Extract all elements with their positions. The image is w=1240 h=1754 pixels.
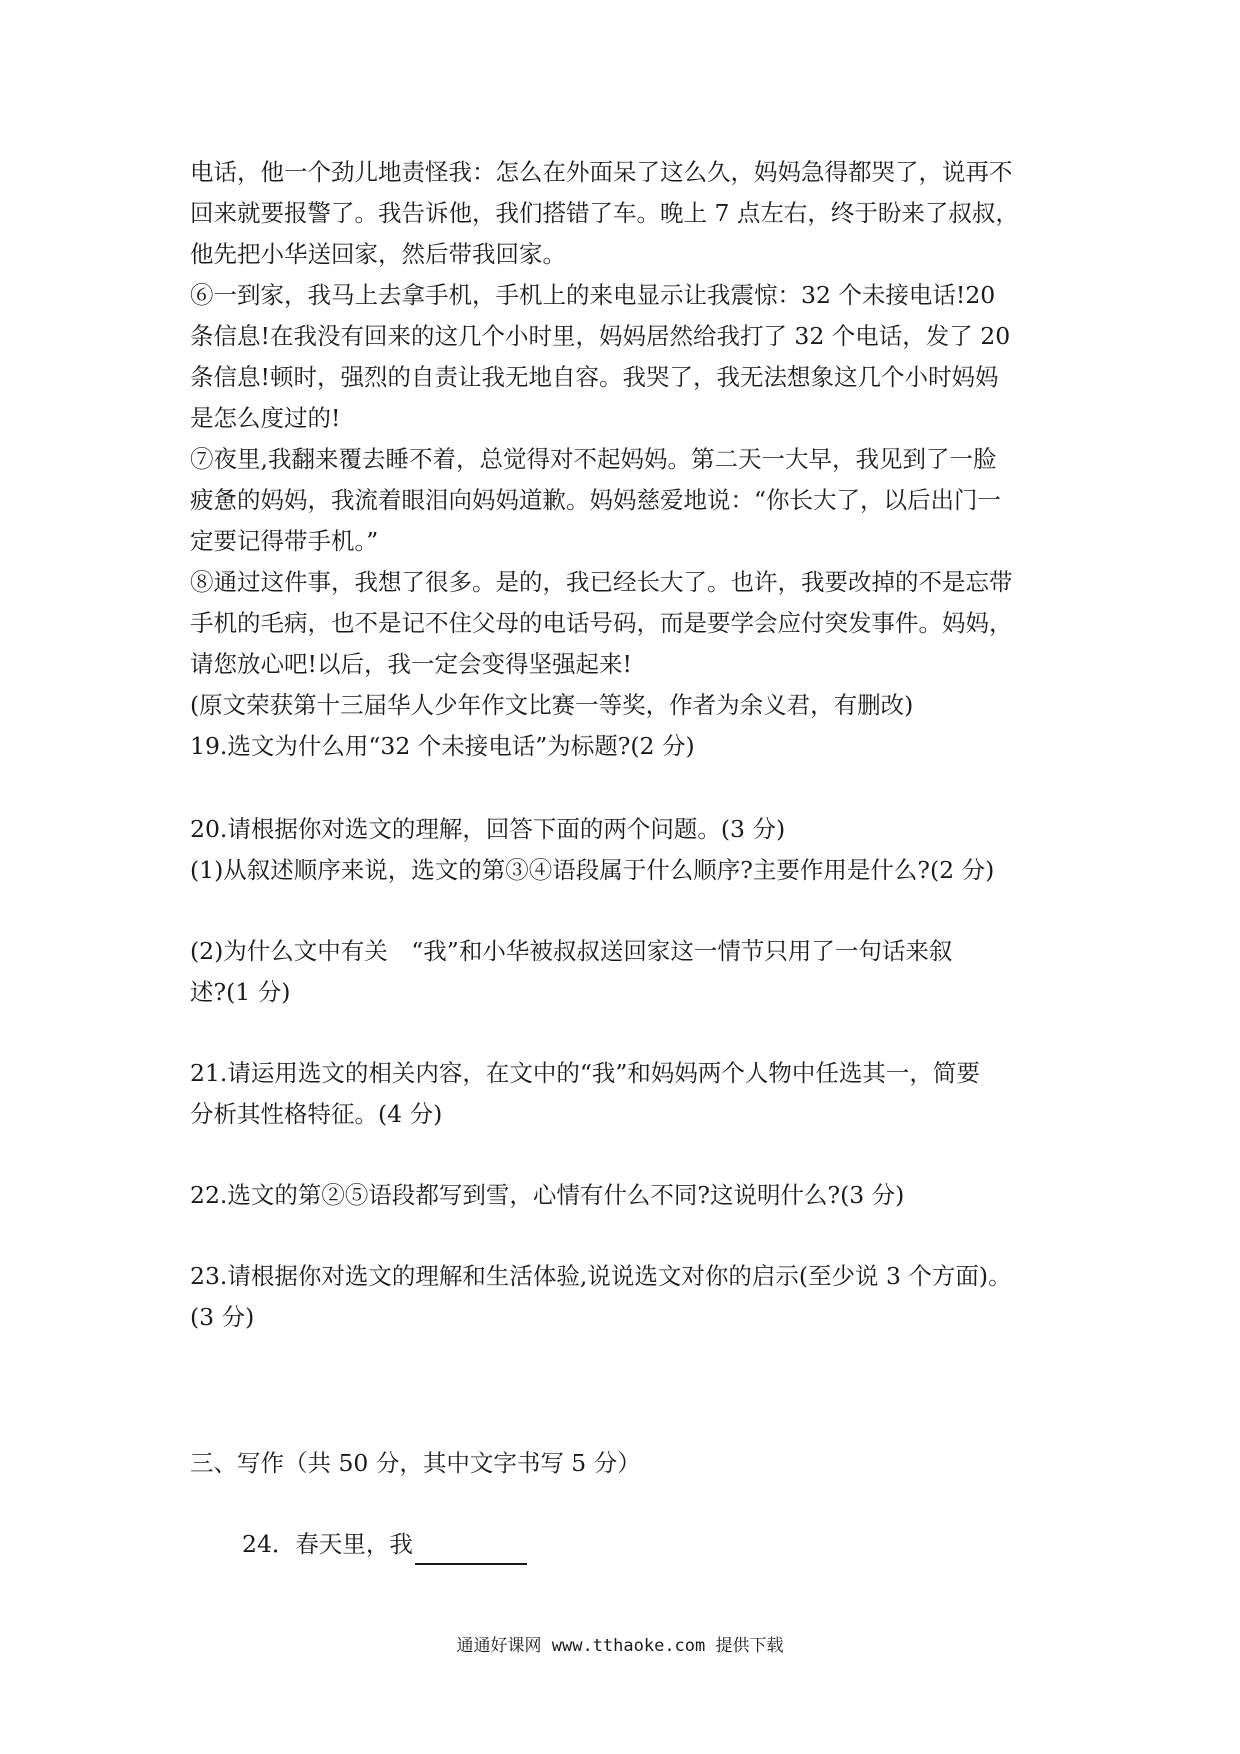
- fill-in-blank[interactable]: [415, 1533, 527, 1565]
- passage-line: 条信息!顿时，强烈的自责让我无地自容。我哭了，我无法想象这几个小时妈妈: [190, 363, 999, 391]
- section-spacer: [190, 1484, 1070, 1524]
- writing-prompt: [190, 1524, 1070, 1565]
- passage-line: ⑥一到家，我马上去拿手机，手机上的来电显示让我震惊：32 个未接电话!20: [190, 281, 996, 309]
- reading-passage: [190, 152, 1070, 726]
- passage-line: 定要记得带手机。”: [190, 527, 379, 555]
- passage-line: 电话，他一个劲儿地责怪我：怎么在外面呆了这么久，妈妈急得都哭了，说再不: [190, 158, 1013, 186]
- passage-line: ⑦夜里,我翻来覆去睡不着，总觉得对不起妈妈。第二天一大早，我见到了一脸: [190, 445, 997, 473]
- question-20-2: (2)为什么文中有关 “我”和小华被叔叔送回家这一情节只用了一句话来叙: [190, 937, 953, 965]
- writing-prompt-text: 24．春天里，我: [242, 1530, 413, 1558]
- passage-line: 条信息!在我没有回来的这几个小时里，妈妈居然给我打了 32 个电话，发了 20: [190, 322, 1011, 350]
- question-20: 20.请根据你对选文的理解，回答下面的两个问题。(3 分): [190, 815, 786, 843]
- section-heading: 三、写作（共 50 分，其中文字书写 5 分）: [190, 1449, 641, 1477]
- answer-space: [190, 767, 1070, 809]
- questions: [190, 726, 1070, 1338]
- answer-space: [190, 891, 1070, 931]
- passage-line: 手机的毛病，也不是记不住父母的电话号码，而是要学会应付突发事件。妈妈，: [190, 609, 1013, 637]
- writing-section: [190, 1443, 1070, 1565]
- passage-line: 是怎么度过的!: [190, 404, 341, 432]
- answer-space: [190, 1013, 1070, 1053]
- question-21: 21.请运用选文的相关内容，在文中的“我”和妈妈两个人物中任选其一，简要: [190, 1059, 980, 1087]
- question-21-cont: 分析其性格特征。(4 分): [190, 1100, 443, 1128]
- passage-line: 他先把小华送回家，然后带我回家。: [190, 240, 566, 268]
- question-20-1: (1)从叙述顺序来说，选文的第③④语段属于什么顺序?主要作用是什么?(2 分): [190, 856, 995, 884]
- question-19: 19.选文为什么用“32 个未接电话”为标题?(2 分): [190, 732, 695, 760]
- passage-source: (原文荣获第十三届华人少年作文比赛一等奖，作者为余义君，有删改): [190, 691, 914, 719]
- section-spacer: [190, 1338, 1070, 1443]
- passage-line: 回来就要报警了。我告诉他，我们搭错了车。晚上 7 点左右，终于盼来了叔叔，: [190, 199, 1019, 227]
- question-20-2-cont: 述?(1 分): [190, 978, 291, 1006]
- answer-space: [190, 1216, 1070, 1256]
- document-body: [190, 152, 1070, 1565]
- passage-line: 请您放心吧!以后，我一定会变得坚强起来!: [190, 650, 632, 678]
- passage-line: 疲惫的妈妈，我流着眼泪向妈妈道歉。妈妈慈爱地说：“你长大了，以后出门一: [190, 486, 1002, 514]
- question-23-cont: (3 分): [190, 1303, 255, 1331]
- question-23: 23.请根据你对选文的理解和生活体验,说说选文对你的启示(至少说 3 个方面)。: [190, 1262, 1012, 1290]
- page-footer: 通通好课网 www.tthaoke.com 提供下载: [456, 1636, 784, 1656]
- answer-space: [190, 1135, 1070, 1175]
- question-22: 22.选文的第②⑤语段都写到雪，心情有什么不同?这说明什么?(3 分): [190, 1181, 905, 1209]
- passage-line: ⑧通过这件事，我想了很多。是的，我已经长大了。也许，我要改掉的不是忘带: [190, 568, 1013, 596]
